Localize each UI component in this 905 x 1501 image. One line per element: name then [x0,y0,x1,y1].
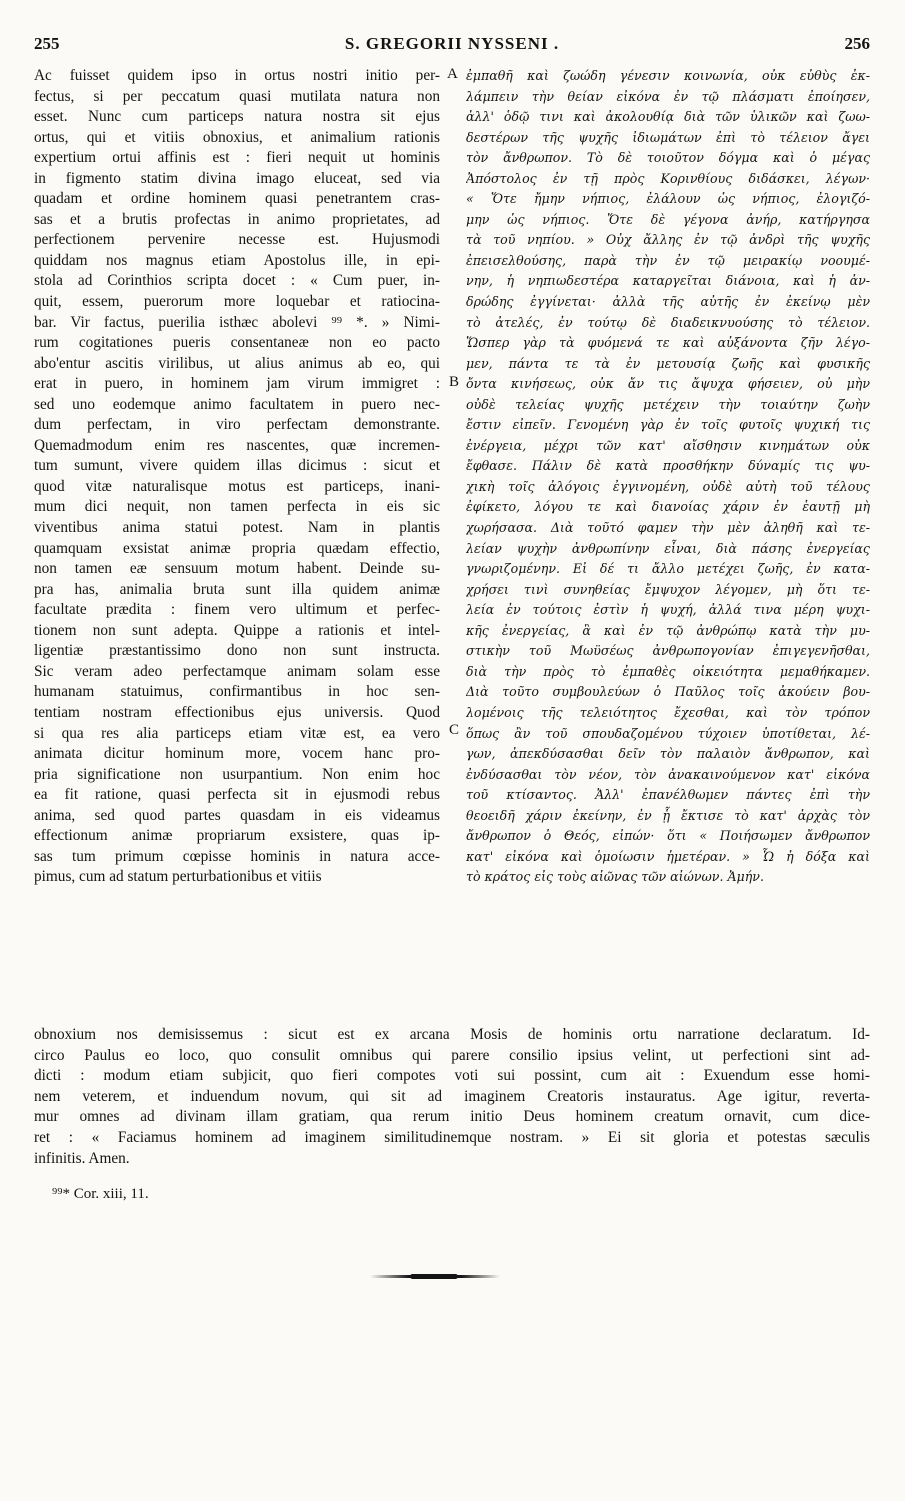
latin-text-line: in figmento statim divina imago eluceat, sed via [34,169,440,187]
greek-text-line: Ἀπόστολος ἐν τῇ πρὸς Κορινθίους διδάσκει, λέγων· [466,170,870,186]
latin-text-line: sas et a brutis profectas in animo proprietates, ad [34,210,440,228]
end-ornament-center [410,1274,458,1279]
greek-text-line: χωρήσασα. Διὰ τοῦτό φαμεν τὴν μὲν ἀληθῆ καὶ τε- [466,520,870,536]
greek-text-line: τὸ ἀτελές, ἐν τούτῳ δὲ διαδεικνυούσης τὸ τέλειον. [466,314,870,330]
greek-text-line: λάμπειν τὴν θείαν εἰκόνα ἐν τῷ πλάσματι ἐποίησεν, [466,88,870,104]
greek-text-line: τὸ κράτος εἰς τοὺς αἰῶνας τῶν αἰώνων. Ἀμήν. [466,869,764,885]
latin-text-line: rum cogitationes pueris consentaneæ non eo pacto [34,334,440,352]
greek-text-line: χικὴ τοῖς ἀλόγοις ἐγγινομένη, οὐδὲ αὐτὴ τοῦ τέλους [466,478,870,494]
full-width-text-line: ret : « Faciamus hominem ad imaginem similitudinemque nostram. » Ei sit gloria et potestas sæculis [34,1128,870,1146]
full-width-text-line: dicti : modum etiam subjicit, quo fieri compotes voti sui possint, cum ait : Exuendum esse homi- [34,1067,870,1085]
latin-text-line: ligentiæ præstantissimo dono non sunt instructa. [34,642,440,660]
latin-text-line: quamquam exsistat animæ propria quædam effectio, [34,539,440,557]
page-number-left: 255 [34,34,60,53]
latin-text-line: esset. Nunc cum particeps natura nostra sit ejus [34,108,440,126]
greek-text-line: « Ὅτε ἤμην νήπιος, ἐλάλουν ὡς νήπιος, ἐλογιζό- [466,191,870,207]
greek-text-line: ἐφίκετο, λόγου τε καὶ διανοίας χάριν ἐν ἑαυτῇ μὴ [466,499,870,515]
greek-text-line: Ὥσπερ γὰρ τὰ φυόμενά τε καὶ αὐξάνοντα ζῆν λέγο- [466,335,870,351]
greek-text-line: τὸν ἄνθρωπον. Τὸ δὲ τοιοῦτον δόγμα καὶ ὁ μέγας [466,150,870,166]
latin-text-line: expertium ortui affinis est : fieri nequit ut hominis [34,149,440,167]
latin-text-line: sas tum primum cœpisse hominis in natura acce- [34,847,440,865]
greek-column [466,66,870,888]
greek-text-line: ἐμπαθῆ καὶ ζωώδη γένεσιν κοινωνία, οὐκ εὐθὺς ἐκ- [466,68,870,83]
latin-text-line: Sic veram adeo perfectamque animam solam esse [34,662,440,680]
full-width-text-line: infinitis. Amen. [34,1149,130,1167]
greek-text-line: μην ὡς νήπιος. Ὅτε δὲ γέγονα ἀνήρ, κατήργησα [466,211,870,227]
greek-text-line: λεία ἐν τούτοις ἐστὶν ἡ ψυχή, ἀλλά τινα μέρη ψυχι- [466,602,870,618]
greek-text-line: ἔστιν εἰπεῖν. Γενομένη γὰρ ἐν τοῖς φυτοῖς ψυχική τις [466,417,870,433]
latin-text-line: pimus, cum ad statum perturbationibus et vitiis [34,868,322,886]
latin-text-line: stola ad Corinthios scripta docet : « Cum puer, in- [34,272,440,290]
latin-text-line: tentiam nostram effectionibus ejus universis. Quod [34,703,440,721]
latin-text-line: anima, sed quod partes quasdam in eis videamus [34,806,440,824]
latin-text-line: Quemadmodum enim res nascentes, quæ incremen- [34,436,440,454]
latin-text-line: viventibus anima statui potest. Nam in plantis [34,519,440,537]
greek-text-line: ἔφθασε. Πάλιν δὲ κατὰ προσθήκην δύναμίς τις ψυ- [466,458,870,474]
latin-text-line: quadam et ordine hominem quasi penetrantem cras- [34,190,440,208]
margin-marker-b: B [449,374,460,390]
latin-text-line: ortus, qui et vitiis obnoxius, et animalium rationis [34,128,440,146]
greek-text-line: στικὴν τοῦ Μωϋσέως ἀνθρωπογονίαν ἐπιγεγενῆσθαι, [466,643,870,659]
latin-text-line: tum sumunt, vivere quidem illas dicimus : sicut et [34,457,440,475]
latin-text-line: tionem non sunt adepta. Quippe a rationis et intel- [34,621,440,639]
latin-text-line: quit, essem, puerorum more loquebar et ratiocina- [34,293,440,311]
latin-text-line: erat in puero, in hominem jam virum immigret : [34,375,440,393]
latin-text-line: dum perfectam, in viro perfectam demonstrante. [34,416,440,434]
greek-text-line: θεοειδῆ χάριν ἐκείνην, ἐν ᾗ ἔκτισε τὸ κατ' ἀρχὰς τὸν [466,807,870,823]
latin-text-line: perfectionem pervenire necesse est. Hujusmodi [34,231,440,249]
greek-text-line: κῆς ἐνεργείας, ἃ καὶ ἐν τῷ ἀνθρώπῳ κατὰ τὴν μυ- [466,622,870,638]
greek-text-line: λείαν ψυχὴν ἀνθρωπίνην εἶναι, διὰ πάσης ἐνεργείας [466,540,870,556]
full-width-text-line: circo Paulus eo loco, quo consulit omnibus qui parere consilio ipsius velint, ut perfectioni sint ad- [34,1046,870,1064]
greek-text-line: δρώδης ἐγγίνεται· ἀλλὰ τῆς αὐτῆς ἐν ἐκείνῳ μὲν [466,294,870,310]
running-title: S. GREGORII NYSSENI . [344,34,560,53]
footnote: ⁹⁹* Cor. xiii, 11. [52,1186,149,1202]
greek-text-line: ἐπεισελθούσης, παρὰ τὴν ἐν τῷ μειρακίῳ νοουμέ- [466,252,870,268]
margin-marker-a: A [447,66,458,82]
latin-text-line: Ac fuisset quidem ipso in ortus nostri initio per- [34,67,440,84]
latin-text-line: pra has, animalia bruta sunt illa quidem animæ [34,580,440,598]
greek-text-line: ἐνδύσασθαι τὸν νέον, τὸν ἀνακαινούμενον κατ' εἰκόνα [466,766,870,782]
full-width-text-line: mur omnes ad divinam illam gratiam, qua rerum initio Deus hominem creatum ornavit, cum dice- [34,1108,870,1126]
margin-marker-c: C [449,722,460,738]
latin-text-line: sed uno eodemque animo facultatem in puero nec- [34,395,440,413]
greek-text-line: τὰ τοῦ νηπίου. » Οὐχ ἄλλης ἐν τῷ ἀνδρὶ τῆς ψυχῆς [466,232,870,248]
greek-text-line: χρήσει τινὶ συνηθείας ἔμψυχον λέγομεν, μὴ ὅτι τε- [466,581,870,597]
greek-text-line: γων, ἀπεκδύσασθαι δεῖν τὸν παλαιὸν ἄνθρωπον, καὶ [466,746,870,762]
latin-text-line: non tamen eæ sensuum motum habent. Deinde su- [34,560,440,578]
greek-text-line: Διὰ τοῦτο συμβουλεύων ὁ Παῦλος τοῖς ἀκούειν βου- [466,684,870,700]
greek-text-line: δεστέρων τῆς ψυχῆς ἰδιωμάτων ἐπὶ τὸ τέλειον ἄγει [466,129,870,145]
greek-text-line: οὐδὲ τελείας ψυχῆς μετέχειν τὴν τοιαύτην ζωὴν [466,396,870,412]
greek-text-line: ὄντα κινήσεως, οὐκ ἄν τις ἄψυχα φήσειεν, οὐ μὴν [466,376,870,392]
latin-text-line: ea fit ratione, quasi perfecta sit in ejusmodi rebus [34,786,440,804]
latin-text-line: humanam statuimus, confirmantibus in hoc sen- [34,683,440,701]
page-number-right: 256 [844,34,870,53]
full-width-paragraph [34,1025,870,1169]
greek-text-line: διὰ τὴν πρὸς τὸ ἐμπαθὲς οἰκειότητα μεμαθήκαμεν. [466,663,870,679]
latin-text-line: pria significatione non usurpantium. Non enim hoc [34,765,440,783]
greek-text-line: τοῦ κτίσαντος. Ἀλλ' ἐπανέλθωμεν πάντες ἐπὶ τὴν [466,787,870,803]
latin-text-line: fectus, si per peccatum quasi mutilata natura non [34,87,440,105]
greek-text-line: λομένοις τῆς τελειότητος ἔχεσθαι, καὶ τὸν τρόπον [466,704,870,720]
page-header [34,34,870,60]
greek-text-line: κατ' εἰκόνα καὶ ὁμοίωσιν ἡμετέραν. » Ὧ ἡ δόξα καὶ [466,848,870,864]
greek-text-line: νην, ἡ νηπιωδεστέρα καταργεῖται διάνοια, καὶ ἡ ἀν- [466,273,870,289]
latin-text-line: abo'entur ascitis virilibus, ut alius animus ab eo, qui [34,354,440,372]
greek-text-line: ἐνέργεια, μέχρι τῶν κατ' αἴσθησιν κινημάτων οὐκ [466,437,870,453]
latin-text-line: effectionum animæ propriarum exsistere, quas ip- [34,827,440,845]
latin-text-line: bar. Vir factus, puerilia isthæc abolevi ⁹⁹ *. » Nimi- [34,313,440,331]
latin-text-line: facultate prædita : finem vero ultimum et perfec- [34,601,440,619]
latin-text-line: animata dicitur hominum more, vocem hanc pro- [34,745,440,763]
latin-text-line: mum dici nequit, non tamen perfecta in eis sic [34,498,440,516]
full-width-text-line: obnoxium nos demisissemus : sicut est ex arcana Mosis de hominis ortu narratione declaratum. Id- [34,1026,870,1043]
latin-text-line: quiddam nos magnus etiam Apostolus ille, in epi- [34,251,440,269]
latin-column [34,66,440,888]
greek-text-line: γνωριζομένην. Εἰ δέ τι ἄλλο μετέχει ζωῆς, ἐν κατα- [466,561,870,577]
latin-text-line: quod vitæ naturalisque motus est particeps, inani- [34,477,440,495]
latin-text-line: si qua res alia particeps etiam vitæ est, ea vero [34,724,440,742]
greek-text-line: μεν, πάντα τε τὰ ἐν μετουσίᾳ ζωῆς καὶ φυσικῆς [466,355,870,371]
greek-text-line: ἀλλ' ὁδῷ τινι καὶ ἀκολουθίᾳ διὰ τῶν ὑλικῶν καὶ ζωω- [466,109,870,125]
greek-text-line: ὅπως ἂν τοῦ σπουδαζομένου τύχοιεν ὑποτίθεται, λέ- [466,725,870,741]
full-width-text-line: nem veterem, et induendum novum, qui sit ad imaginem Creatoris instauratus. Age igitur, reverta- [34,1087,870,1105]
greek-text-line: ἄνθρωπον ὁ Θεός, εἰπών· ὅτι « Ποιήσωμεν ἄνθρωπον [466,828,870,844]
